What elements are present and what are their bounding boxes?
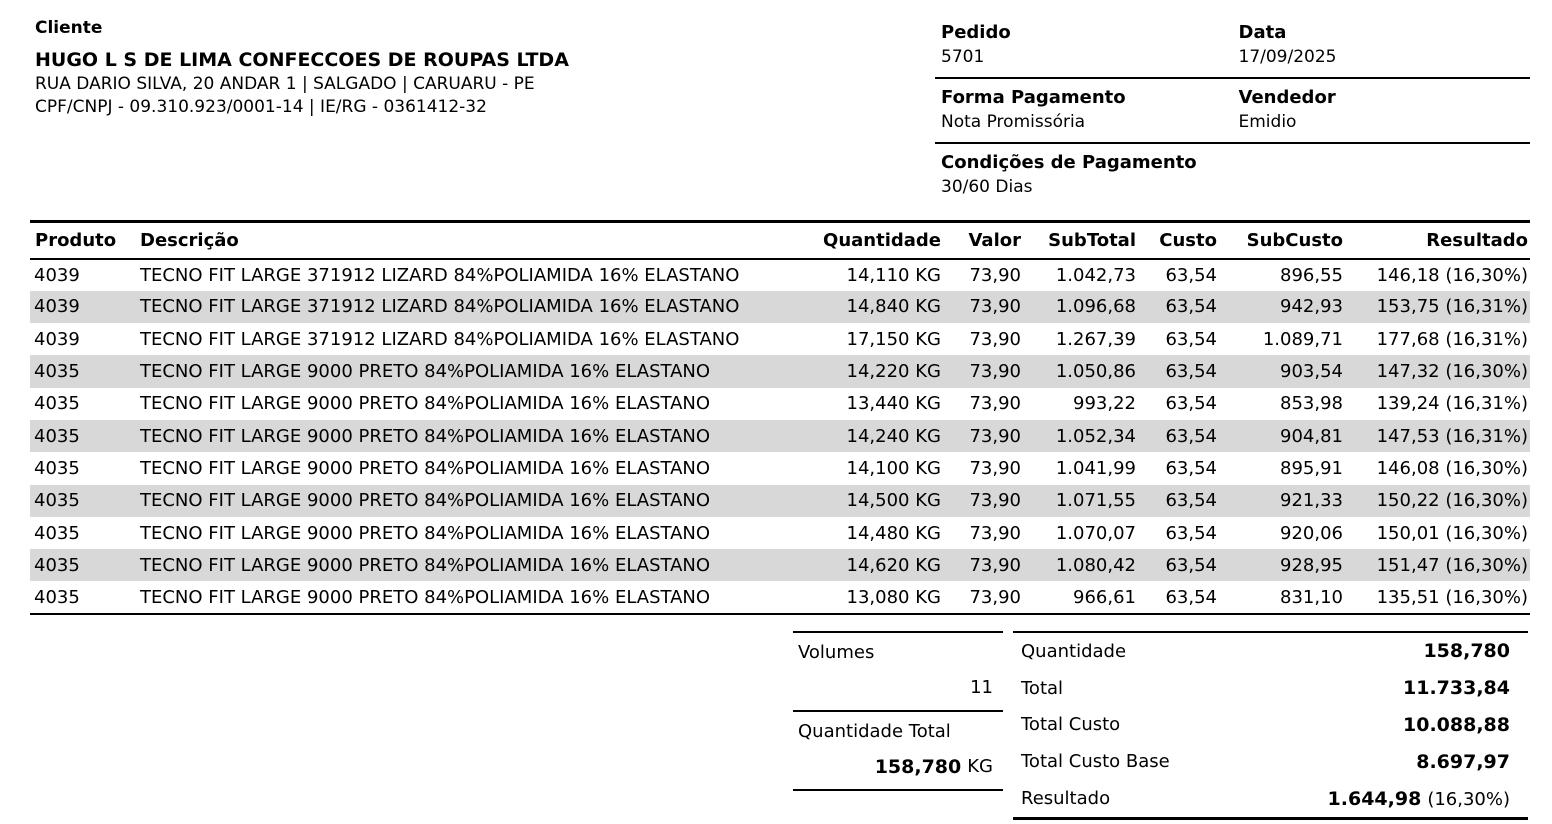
table-row [30,355,1530,387]
quantidade-total-unit: KG [967,756,993,777]
cell-valor: 73,90 [969,522,1021,544]
total-row-resultado [1013,788,1528,810]
cell-custo: 63,54 [1165,361,1217,383]
volumes-group [793,633,1003,712]
total-label: Resultado [1021,788,1111,810]
table-header-row [30,222,1530,259]
cell-valor: 73,90 [969,264,1021,286]
pedido-label: Pedido [941,22,1011,43]
cell-produto: 4039 [34,328,80,350]
column-header-quantidade: Quantidade [778,222,943,259]
cell-descricao: TECNO FIT LARGE 9000 PRETO 84%POLIAMIDA 16% ELASTANO [140,393,711,415]
pedido-cell [935,22,1233,67]
cell-valor: 73,90 [943,581,1023,613]
cell-subtotal: 1.267,39 [1055,328,1136,350]
cell-subcusto: 895,91 [1280,457,1343,479]
cell-valor: 73,90 [969,457,1021,479]
condicoes-pagamento-value: 30/60 Dias [941,177,1033,197]
table-row [30,452,1530,484]
cell-produto: 4039 [34,296,80,318]
total-row-custo [1013,714,1528,736]
vendedor-value: Emidio [1238,112,1297,132]
cell-descricao: TECNO FIT LARGE 9000 PRETO 84%POLIAMIDA 16% ELASTANO [140,554,711,576]
cell-descricao: TECNO FIT LARGE 9000 PRETO 84%POLIAMIDA 16% ELASTANO [140,457,711,479]
cell-subtotal: 993,22 [1073,393,1136,415]
cell-produto: 4035 [34,393,80,415]
cell-resultado: 135,51 (16,30%) [1345,581,1530,613]
cell-quantidade: 13,080 KG [778,581,943,613]
data-value: 17/09/2025 [1238,47,1337,67]
cell-custo: 63,54 [1165,264,1217,286]
client-address: RUA DARIO SILVA, 20 ANDAR 1 | SALGADO | CARUARU - PE [35,73,535,94]
forma-pagamento-cell [935,87,1233,132]
cell-custo: 63,54 [1165,522,1217,544]
cell-custo: 63,54 [1165,393,1217,415]
cell-subcusto: 903,54 [1280,361,1343,383]
table-row [30,581,1530,613]
cell-produto: 4039 [34,264,80,286]
table-row [30,420,1530,452]
cell-descricao: TECNO FIT LARGE 9000 PRETO 84%POLIAMIDA 16% ELASTANO [140,522,711,544]
cell-descricao: TECNO FIT LARGE 9000 PRETO 84%POLIAMIDA 16% ELASTANO [140,490,711,512]
cell-subtotal: 1.070,07 [1055,522,1136,544]
volumes-value: 11 [970,677,993,698]
condicoes-cell [935,152,1530,197]
table-row [30,323,1530,355]
total-row-quantidade [1013,640,1528,662]
cell-produto: 4035 [34,425,80,447]
total-row-total [1013,677,1528,699]
order-row-condicoes [935,144,1530,207]
order-row-pagamento-vendedor [935,79,1530,144]
cell-subcusto: 831,10 [1219,581,1345,613]
table-row [30,517,1530,549]
table-row [30,388,1530,420]
data-cell [1233,22,1531,67]
total-label: Total [1021,677,1064,699]
quantidade-total-label: Quantidade Total [798,721,951,742]
cell-subtotal: 1.041,99 [1055,457,1136,479]
cell-valor: 73,90 [969,425,1021,447]
cell-quantidade: 17,150 KG [846,328,941,350]
client-section-label: Cliente [35,18,103,38]
vendedor-label: Vendedor [1238,87,1336,108]
cell-custo: 63,54 [1165,296,1217,318]
cell-subtotal: 1.071,55 [1055,490,1136,512]
cell-custo: 63,54 [1165,490,1217,512]
cell-quantidade: 14,480 KG [846,522,941,544]
cell-resultado: 147,53 (16,31%) [1376,425,1528,447]
cell-quantidade: 14,110 KG [846,264,941,286]
cell-valor: 73,90 [969,490,1021,512]
cell-descricao: TECNO FIT LARGE 9000 PRETO 84%POLIAMIDA 16% ELASTANO [140,425,711,447]
client-block [35,18,569,120]
column-header-subtotal: SubTotal [1023,222,1138,259]
table-row [30,485,1530,517]
cell-quantidade: 14,220 KG [846,361,941,383]
cell-subcusto: 904,81 [1280,425,1343,447]
quantidade-total-value: 158,780 [874,755,962,778]
cell-subcusto: 896,55 [1280,264,1343,286]
cell-subcusto: 928,95 [1280,554,1343,576]
cell-resultado: 153,75 (16,31%) [1376,296,1528,318]
total-label: Total Custo Base [1021,751,1170,773]
cell-resultado: 177,68 (16,31%) [1376,328,1528,350]
cell-custo: 63,54 [1165,457,1217,479]
cell-valor: 73,90 [969,296,1021,318]
volumes-label: Volumes [798,642,875,663]
total-value: 8.697,97 [1416,750,1510,773]
cell-descricao: TECNO FIT LARGE 371912 LIZARD 84%POLIAMIDA 16% ELASTANO [140,296,740,318]
total-value: 158,780 [1423,640,1510,663]
total-label: Total Custo [1021,714,1121,736]
client-name: HUGO L S DE LIMA CONFECCOES DE ROUPAS LTDA [35,49,569,71]
client-document: CPF/CNPJ - 09.310.923/0001-14 | IE/RG - 0361412-32 [35,97,487,117]
pedido-value: 5701 [941,47,985,67]
cell-resultado: 146,08 (16,30%) [1376,457,1528,479]
cell-produto: 4035 [34,554,80,576]
cell-quantidade: 14,620 KG [846,554,941,576]
condicoes-pagamento-label: Condições de Pagamento [941,152,1197,173]
totals-box [1013,631,1528,820]
column-header-produto: Produto [30,222,135,259]
cell-custo: 63,54 [1165,328,1217,350]
forma-pagamento-label: Forma Pagamento [941,87,1126,108]
cell-resultado: 139,24 (16,31%) [1376,393,1528,415]
cell-resultado: 151,47 (16,30%) [1376,554,1528,576]
cell-subtotal: 1.052,34 [1055,425,1136,447]
cell-descricao: TECNO FIT LARGE 9000 PRETO 84%POLIAMIDA 16% ELASTANO [135,581,778,613]
column-header-descricao: Descrição [135,222,778,259]
total-value: 10.088,88 [1403,713,1510,736]
cell-produto: 4035 [30,581,135,613]
cell-quantidade: 14,100 KG [846,457,941,479]
column-header-custo: Custo [1138,222,1219,259]
cell-descricao: TECNO FIT LARGE 371912 LIZARD 84%POLIAMIDA 16% ELASTANO [140,264,740,286]
cell-valor: 73,90 [969,328,1021,350]
forma-pagamento-value: Nota Promissória [941,112,1086,132]
data-label: Data [1238,22,1287,43]
cell-custo: 63,54 [1165,554,1217,576]
cell-valor: 73,90 [969,393,1021,415]
total-value: 1.644,98 (16,30%) [1327,787,1510,810]
vendedor-cell [1233,87,1531,132]
order-block [935,14,1530,207]
cell-subtotal: 966,61 [1023,581,1138,613]
cell-valor: 73,90 [969,554,1021,576]
table-row [30,549,1530,581]
cell-quantidade: 14,240 KG [846,425,941,447]
cell-subtotal: 1.096,68 [1055,296,1136,318]
cell-produto: 4035 [34,361,80,383]
cell-subcusto: 920,06 [1280,522,1343,544]
products-table [30,220,1530,615]
cell-descricao: TECNO FIT LARGE 9000 PRETO 84%POLIAMIDA 16% ELASTANO [140,361,711,383]
quantidade-total-value-row [793,749,1003,784]
total-value: 11.733,84 [1403,677,1510,700]
total-row-custo-base [1013,751,1528,773]
cell-subtotal: 1.050,86 [1055,361,1136,383]
cell-subtotal: 1.042,73 [1055,264,1136,286]
cell-quantidade: 13,440 KG [846,393,941,415]
cell-produto: 4035 [34,490,80,512]
cell-resultado: 150,01 (16,30%) [1376,522,1528,544]
cell-quantidade: 14,840 KG [846,296,941,318]
table-row [30,291,1530,323]
cell-custo: 63,54 [1138,581,1219,613]
cell-subcusto: 853,98 [1280,393,1343,415]
total-label: Quantidade [1021,640,1127,662]
cell-valor: 73,90 [969,361,1021,383]
cell-subcusto: 942,93 [1280,296,1343,318]
column-header-valor: Valor [943,222,1023,259]
cell-subcusto: 1.089,71 [1262,328,1343,350]
order-row-pedido-data [935,14,1530,79]
cell-resultado: 146,18 (16,30%) [1376,264,1528,286]
cell-subtotal: 1.080,42 [1055,554,1136,576]
cell-resultado: 150,22 (16,30%) [1376,490,1528,512]
cell-resultado: 147,32 (16,30%) [1376,361,1528,383]
table-row [30,259,1530,291]
column-header-subcusto: SubCusto [1219,222,1345,259]
column-header-resultado: Resultado [1345,222,1530,259]
cell-custo: 63,54 [1165,425,1217,447]
table-body [30,259,1530,614]
total-suffix: (16,30%) [1427,788,1510,810]
cell-produto: 4035 [34,522,80,544]
cell-produto: 4035 [34,457,80,479]
cell-quantidade: 14,500 KG [846,490,941,512]
volumes-box [793,631,1003,791]
quantidade-total-group [793,712,1003,791]
cell-descricao: TECNO FIT LARGE 371912 LIZARD 84%POLIAMIDA 16% ELASTANO [140,328,740,350]
cell-subcusto: 921,33 [1280,490,1343,512]
